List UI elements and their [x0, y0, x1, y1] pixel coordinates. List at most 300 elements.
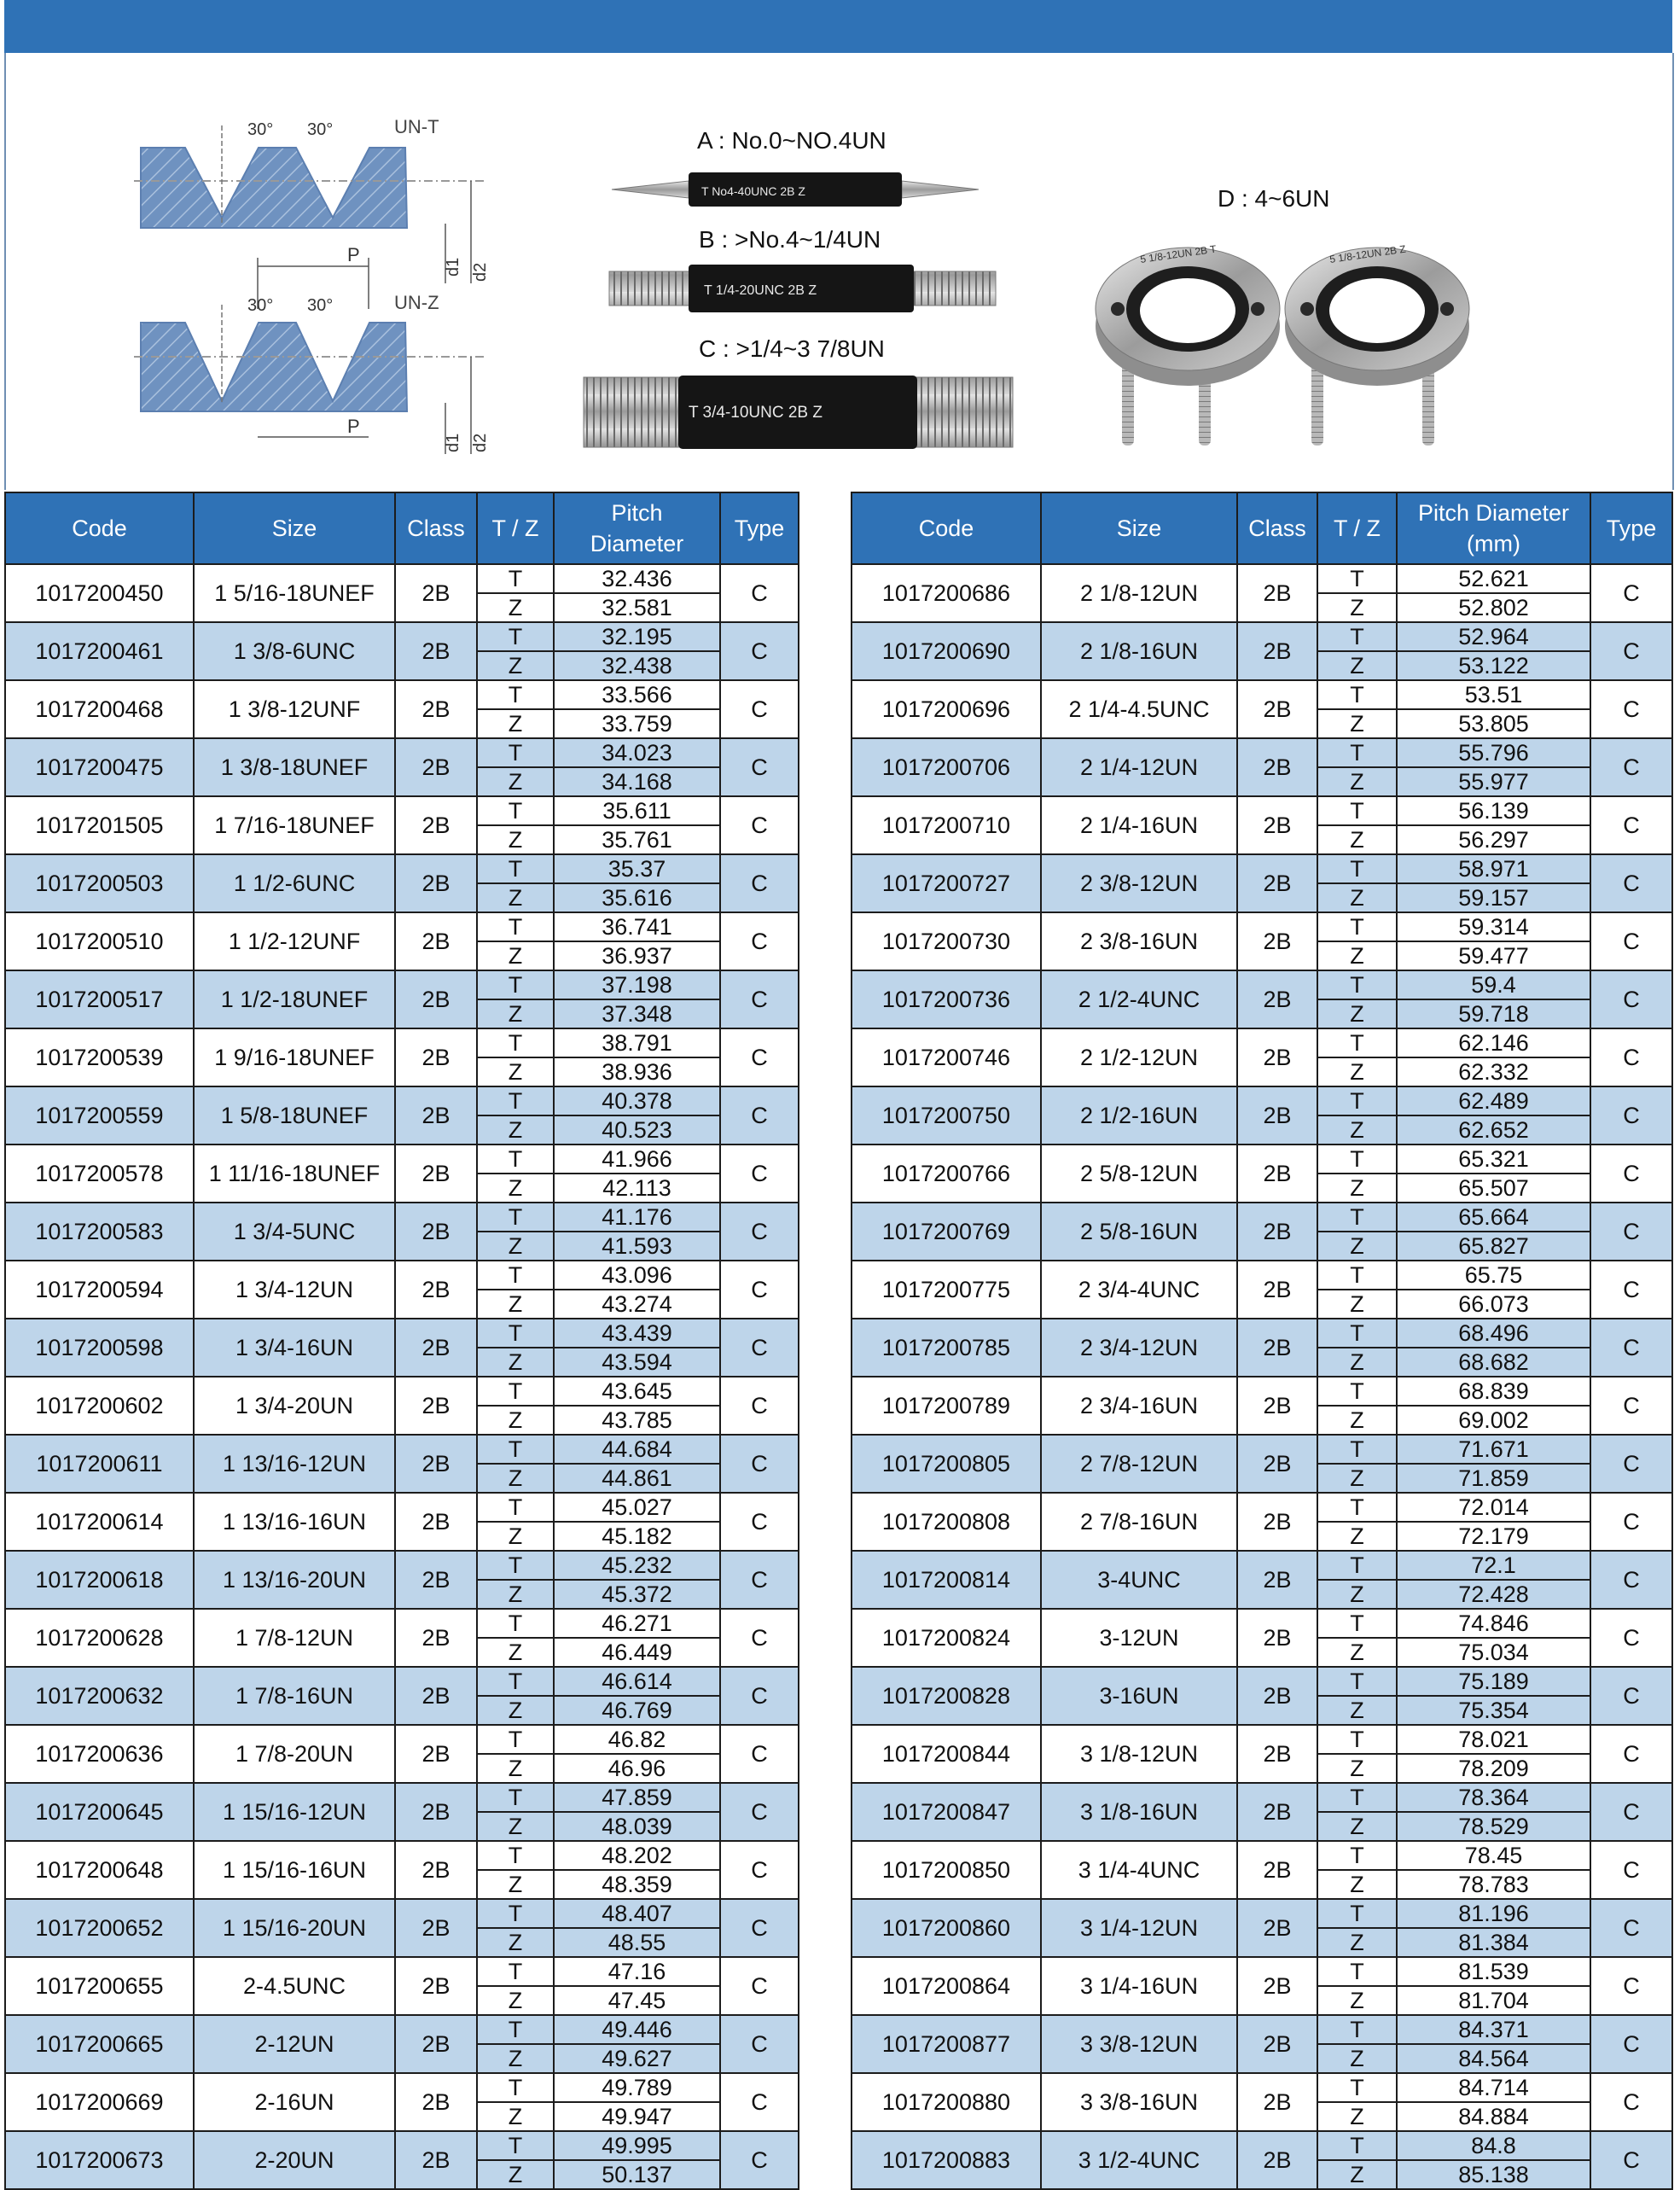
header-type: Type: [1590, 492, 1672, 564]
type-cell: C: [1590, 1435, 1672, 1493]
tz-cell-z: Z: [477, 1638, 554, 1667]
table-row: [5, 1725, 799, 1754]
pitch-diameter-z: 42.113: [554, 1174, 720, 1203]
ring-gauges-d: [1096, 185, 1469, 446]
code-cell: 1017200883: [852, 2131, 1041, 2189]
angle-right-label-z: 30°: [307, 296, 334, 315]
size-cell: 2 7/8-12UN: [1041, 1435, 1237, 1493]
tz-cell-t: T: [477, 912, 554, 941]
size-cell: 2-4.5UNC: [194, 1957, 395, 2015]
code-cell: 1017200450: [5, 564, 194, 622]
type-cell: C: [1590, 2073, 1672, 2131]
tz-cell-z: Z: [1317, 1928, 1397, 1957]
code-cell: 1017200669: [5, 2073, 194, 2131]
type-cell: C: [1590, 1899, 1672, 1957]
pitch-diameter-z: 59.157: [1397, 883, 1590, 912]
size-cell: 2 1/8-16UN: [1041, 622, 1237, 680]
pitch-diameter-z: 81.704: [1397, 1986, 1590, 2015]
size-cell: 2 3/4-16UN: [1041, 1377, 1237, 1435]
type-cell: C: [720, 1493, 799, 1551]
type-cell: C: [1590, 564, 1672, 622]
table-row: [5, 2131, 799, 2160]
code-cell: 1017200503: [5, 854, 194, 912]
pitch-diameter-z: 75.354: [1397, 1696, 1590, 1725]
header-tz: T / Z: [477, 492, 554, 564]
code-cell: 1017200618: [5, 1551, 194, 1609]
type-cell: C: [1590, 2131, 1672, 2189]
tz-cell-z: Z: [477, 999, 554, 1028]
pitch-diameter-z: 45.182: [554, 1522, 720, 1551]
tz-cell-z: Z: [477, 651, 554, 680]
size-cell: 2 1/4-16UN: [1041, 796, 1237, 854]
tz-cell-t: T: [1317, 1609, 1397, 1638]
tz-cell-t: T: [1317, 1725, 1397, 1754]
tz-cell-z: Z: [1317, 999, 1397, 1028]
size-cell: 1 11/16-18UNEF: [194, 1145, 395, 1203]
table-row: [852, 1319, 1672, 1348]
code-cell: 1017200844: [852, 1725, 1041, 1783]
class-cell: 2B: [395, 1435, 477, 1493]
size-cell: 1 1/2-6UNC: [194, 854, 395, 912]
gauge-a-caption: A : No.0~NO.4UN: [697, 127, 887, 154]
table-header-row: [5, 492, 799, 564]
code-cell: 1017200673: [5, 2131, 194, 2189]
type-cell: C: [720, 2015, 799, 2073]
code-cell: 1017200475: [5, 738, 194, 796]
class-cell: 2B: [395, 912, 477, 970]
tz-cell-z: Z: [1317, 1464, 1397, 1493]
pitch-diameter-z: 78.783: [1397, 1870, 1590, 1899]
code-cell: 1017200539: [5, 1028, 194, 1086]
type-cell: C: [720, 796, 799, 854]
table-row: [852, 1957, 1672, 1986]
type-cell: C: [1590, 1957, 1672, 2015]
pitch-diameter-t: 44.684: [554, 1435, 720, 1464]
size-cell: 1 5/8-18UNEF: [194, 1086, 395, 1145]
pitch-diameter-z: 38.936: [554, 1057, 720, 1086]
size-cell: 3-4UNC: [1041, 1551, 1237, 1609]
tz-cell-z: Z: [1317, 1174, 1397, 1203]
size-cell: 3 1/8-16UN: [1041, 1783, 1237, 1841]
size-cell: 2 3/4-12UN: [1041, 1319, 1237, 1377]
pitch-diameter-z: 35.761: [554, 825, 720, 854]
class-cell: 2B: [1237, 854, 1317, 912]
pitch-diameter-t: 45.027: [554, 1493, 720, 1522]
tz-cell-z: Z: [477, 1928, 554, 1957]
tz-cell-z: Z: [1317, 1812, 1397, 1841]
type-cell: C: [720, 738, 799, 796]
table-row: [852, 1667, 1672, 1696]
class-cell: 2B: [395, 2131, 477, 2189]
table-row: [5, 796, 799, 825]
tz-cell-t: T: [1317, 796, 1397, 825]
size-cell: 1 3/4-16UN: [194, 1319, 395, 1377]
tz-cell-t: T: [477, 1086, 554, 1115]
code-cell: 1017200785: [852, 1319, 1041, 1377]
gauge-a-tip-right: [902, 181, 979, 198]
type-cell: C: [720, 680, 799, 738]
header-size: Size: [1041, 492, 1237, 564]
code-cell: 1017200847: [852, 1783, 1041, 1841]
class-cell: 2B: [1237, 680, 1317, 738]
size-cell: 3 3/8-12UN: [1041, 2015, 1237, 2073]
tz-cell-z: Z: [477, 883, 554, 912]
pitch-diameter-t: 41.176: [554, 1203, 720, 1232]
type-cell: C: [1590, 738, 1672, 796]
pitch-diameter-z: 72.179: [1397, 1522, 1590, 1551]
tz-cell-t: T: [477, 738, 554, 767]
type-cell: C: [1590, 1667, 1672, 1725]
class-cell: 2B: [395, 2073, 477, 2131]
size-cell: 2 5/8-12UN: [1041, 1145, 1237, 1203]
pitch-diameter-t: 35.611: [554, 796, 720, 825]
pitch-diameter-t: 34.023: [554, 738, 720, 767]
table-row: [852, 1725, 1672, 1754]
class-cell: 2B: [395, 1667, 477, 1725]
gauge-c-marking: T 3/4-10UNC 2B Z: [689, 404, 823, 422]
table-row: [5, 1957, 799, 1986]
type-cell: C: [720, 622, 799, 680]
pitch-diameter-t: 35.37: [554, 854, 720, 883]
pitch-diameter-z: 49.947: [554, 2102, 720, 2131]
table-row: [5, 1551, 799, 1580]
tz-cell-t: T: [1317, 1493, 1397, 1522]
tz-cell-z: Z: [477, 825, 554, 854]
gauge-a-tip-left: [612, 181, 689, 198]
pitch-diameter-t: 36.741: [554, 912, 720, 941]
size-cell: 1 15/16-20UN: [194, 1899, 395, 1957]
pitch-diameter-t: 48.202: [554, 1841, 720, 1870]
table-row: [5, 1667, 799, 1696]
pitch-diameter-t: 41.966: [554, 1145, 720, 1174]
code-cell: 1017200864: [852, 1957, 1041, 2015]
tz-cell-t: T: [477, 1493, 554, 1522]
tz-cell-t: T: [1317, 1667, 1397, 1696]
tz-cell-z: Z: [477, 1406, 554, 1435]
table-row: [852, 2015, 1672, 2044]
pitch-diameter-z: 78.529: [1397, 1812, 1590, 1841]
code-cell: 1017200805: [852, 1435, 1041, 1493]
table-row: [5, 1435, 799, 1464]
code-cell: 1017200690: [852, 622, 1041, 680]
type-cell: C: [720, 1145, 799, 1203]
table-row: [852, 2073, 1672, 2102]
pitch-diameter-t: 46.271: [554, 1609, 720, 1638]
class-cell: 2B: [395, 1609, 477, 1667]
angle-left-label-z: 30°: [247, 296, 274, 315]
code-cell: 1017200655: [5, 1957, 194, 2015]
tz-cell-t: T: [477, 1377, 554, 1406]
type-cell: C: [1590, 912, 1672, 970]
tz-cell-z: Z: [1317, 1580, 1397, 1609]
table-row: [5, 622, 799, 651]
tz-cell-t: T: [477, 1261, 554, 1290]
class-cell: 2B: [1237, 1783, 1317, 1841]
size-cell: 2 3/8-12UN: [1041, 854, 1237, 912]
class-cell: 2B: [1237, 1899, 1317, 1957]
tz-cell-t: T: [1317, 1435, 1397, 1464]
class-cell: 2B: [1237, 1261, 1317, 1319]
table-row: [852, 796, 1672, 825]
class-cell: 2B: [1237, 1493, 1317, 1551]
code-cell: 1017200648: [5, 1841, 194, 1899]
tz-cell-t: T: [477, 1841, 554, 1870]
tz-cell-t: T: [1317, 2015, 1397, 2044]
gauge-b-thread-left: [609, 271, 691, 306]
tz-cell-t: T: [477, 1609, 554, 1638]
pitch-diameter-z: 46.96: [554, 1754, 720, 1783]
d2-label-z: d2: [471, 433, 490, 452]
pitch-diameter-z: 78.209: [1397, 1754, 1590, 1783]
tz-cell-t: T: [1317, 1841, 1397, 1870]
angle-left-label: 30°: [247, 120, 274, 139]
ring-gauge-t: [1096, 243, 1280, 446]
code-cell: 1017200750: [852, 1086, 1041, 1145]
table-row: [852, 970, 1672, 999]
ring-gauge-z: [1285, 243, 1469, 446]
type-cell: C: [1590, 1319, 1672, 1377]
table-row: [5, 680, 799, 709]
profile-z-body: [141, 323, 407, 411]
tz-cell-z: Z: [1317, 2102, 1397, 2131]
pitch-diameter-t: 71.671: [1397, 1435, 1590, 1464]
tz-cell-z: Z: [477, 1174, 554, 1203]
d1-label: d1: [444, 257, 462, 277]
ring-z-marking: 5 1/8-12UN 2B Z: [1328, 242, 1407, 265]
tz-cell-t: T: [477, 1319, 554, 1348]
table-row: [852, 1086, 1672, 1115]
table-row: [5, 1028, 799, 1057]
type-cell: C: [720, 2131, 799, 2189]
tz-cell-t: T: [477, 1028, 554, 1057]
size-cell: 1 3/8-12UNF: [194, 680, 395, 738]
table-row: [852, 1028, 1672, 1057]
tz-cell-t: T: [477, 1725, 554, 1754]
table-row: [852, 1551, 1672, 1580]
code-cell: 1017200665: [5, 2015, 194, 2073]
pitch-diameter-t: 46.614: [554, 1667, 720, 1696]
tz-cell-t: T: [477, 1667, 554, 1696]
pitch-diameter-t: 47.859: [554, 1783, 720, 1812]
ring-t-hole-left: [1111, 302, 1125, 316]
class-cell: 2B: [1237, 2073, 1317, 2131]
type-cell: C: [1590, 680, 1672, 738]
size-cell: 1 3/4-12UN: [194, 1261, 395, 1319]
tz-cell-z: Z: [1317, 941, 1397, 970]
type-cell: C: [720, 1899, 799, 1957]
code-cell: 1017200814: [852, 1551, 1041, 1609]
size-cell: 2 7/8-16UN: [1041, 1493, 1237, 1551]
pitch-diameter-z: 81.384: [1397, 1928, 1590, 1957]
tz-cell-z: Z: [477, 709, 554, 738]
pitch-diameter-t: 32.436: [554, 564, 720, 593]
pitch-diameter-z: 34.168: [554, 767, 720, 796]
size-cell: 2-20UN: [194, 2131, 395, 2189]
type-cell: C: [1590, 1203, 1672, 1261]
header-code: Code: [852, 492, 1041, 564]
table-row: [852, 1899, 1672, 1928]
tz-cell-t: T: [1317, 1551, 1397, 1580]
header-pitch-diameter: Pitch Diameter: [554, 492, 720, 564]
code-cell: 1017200727: [852, 854, 1041, 912]
table-row: [852, 2131, 1672, 2160]
code-cell: 1017200828: [852, 1667, 1041, 1725]
type-cell: C: [1590, 1783, 1672, 1841]
size-cell: 3 1/4-16UN: [1041, 1957, 1237, 2015]
class-cell: 2B: [395, 1725, 477, 1783]
type-cell: C: [1590, 1261, 1672, 1319]
header-bar: [4, 0, 1672, 53]
pitch-diameter-t: 58.971: [1397, 854, 1590, 883]
d1-label-z: d1: [444, 433, 462, 452]
table-row: [5, 854, 799, 883]
pitch-diameter-z: 46.769: [554, 1696, 720, 1725]
tz-cell-z: Z: [1317, 2160, 1397, 2189]
pitch-diameter-z: 48.039: [554, 1812, 720, 1841]
tz-cell-z: Z: [477, 2044, 554, 2073]
code-cell: 1017201505: [5, 796, 194, 854]
class-cell: 2B: [395, 564, 477, 622]
thread-profile-un-t: [134, 116, 490, 309]
table-row: [5, 1377, 799, 1406]
type-cell: C: [1590, 1493, 1672, 1551]
size-cell: 2 1/2-16UN: [1041, 1086, 1237, 1145]
table-row: [852, 1145, 1672, 1174]
size-cell: 3 1/4-12UN: [1041, 1899, 1237, 1957]
pitch-diameter-z: 43.594: [554, 1348, 720, 1377]
table-row: [5, 1261, 799, 1290]
pitch-diameter-t: 43.439: [554, 1319, 720, 1348]
type-cell: C: [720, 1957, 799, 2015]
gauge-a-marking: T No4-40UNC 2B Z: [701, 184, 805, 198]
code-cell: 1017200860: [852, 1899, 1041, 1957]
size-cell: 2 5/8-16UN: [1041, 1203, 1237, 1261]
tz-cell-t: T: [477, 1435, 554, 1464]
pitch-diameter-z: 33.759: [554, 709, 720, 738]
class-cell: 2B: [395, 622, 477, 680]
tz-cell-z: Z: [477, 1464, 554, 1493]
size-cell: 1 9/16-18UNEF: [194, 1028, 395, 1086]
class-cell: 2B: [1237, 1725, 1317, 1783]
tz-cell-t: T: [1317, 564, 1397, 593]
tz-cell-t: T: [477, 622, 554, 651]
size-cell: 1 3/8-6UNC: [194, 622, 395, 680]
class-cell: 2B: [1237, 1957, 1317, 2015]
gauge-b-thread-right: [914, 271, 996, 306]
class-cell: 2B: [395, 738, 477, 796]
size-cell: 1 5/16-18UNEF: [194, 564, 395, 622]
ring-z-hole-right: [1440, 302, 1454, 316]
plug-gauge-a: [612, 127, 979, 207]
type-cell: C: [720, 1377, 799, 1435]
type-cell: C: [720, 1551, 799, 1609]
pitch-diameter-z: 35.616: [554, 883, 720, 912]
tz-cell-t: T: [1317, 970, 1397, 999]
table-row: [5, 1493, 799, 1522]
header-pitch-diameter: Pitch Diameter (mm): [1397, 492, 1590, 564]
class-cell: 2B: [395, 796, 477, 854]
angle-right-label: 30°: [307, 120, 334, 139]
pitch-diameter-z: 49.627: [554, 2044, 720, 2073]
size-cell: 2 3/8-16UN: [1041, 912, 1237, 970]
size-cell: 1 15/16-12UN: [194, 1783, 395, 1841]
spec-table-left: [4, 492, 799, 2190]
type-cell: C: [720, 970, 799, 1028]
table-row: [5, 1783, 799, 1812]
type-cell: C: [720, 1028, 799, 1086]
tz-cell-z: Z: [1317, 1638, 1397, 1667]
pitch-diameter-z: 43.274: [554, 1290, 720, 1319]
code-cell: 1017200510: [5, 912, 194, 970]
class-cell: 2B: [1237, 2131, 1317, 2189]
size-cell: 1 1/2-12UNF: [194, 912, 395, 970]
code-cell: 1017200789: [852, 1377, 1041, 1435]
class-cell: 2B: [395, 1028, 477, 1086]
code-cell: 1017200696: [852, 680, 1041, 738]
class-cell: 2B: [1237, 912, 1317, 970]
header-class: Class: [1237, 492, 1317, 564]
tz-cell-t: T: [1317, 1028, 1397, 1057]
table-row: [852, 1203, 1672, 1232]
pitch-diameter-z: 85.138: [1397, 2160, 1590, 2189]
code-cell: 1017200880: [852, 2073, 1041, 2131]
pitch-diameter-z: 59.718: [1397, 999, 1590, 1028]
type-cell: C: [1590, 1609, 1672, 1667]
size-cell: 1 3/8-18UNEF: [194, 738, 395, 796]
profile-t-label: UN-T: [394, 116, 439, 137]
code-cell: 1017200850: [852, 1841, 1041, 1899]
table-row: [852, 1783, 1672, 1812]
tz-cell-z: Z: [477, 1115, 554, 1145]
class-cell: 2B: [395, 1493, 477, 1551]
tz-cell-z: Z: [1317, 1348, 1397, 1377]
type-cell: C: [720, 1725, 799, 1783]
pitch-diameter-z: 32.581: [554, 593, 720, 622]
size-cell: 3 1/4-4UNC: [1041, 1841, 1237, 1899]
pitch-diameter-t: 53.51: [1397, 680, 1590, 709]
class-cell: 2B: [1237, 564, 1317, 622]
size-cell: 2 3/4-4UNC: [1041, 1261, 1237, 1319]
tz-cell-z: Z: [477, 1870, 554, 1899]
figure-panel: [4, 53, 1674, 490]
pitch-diameter-z: 48.55: [554, 1928, 720, 1957]
table-row: [852, 1841, 1672, 1870]
tz-cell-t: T: [1317, 2073, 1397, 2102]
plug-gauge-c: [584, 335, 1013, 449]
code-cell: 1017200769: [852, 1203, 1041, 1261]
type-cell: C: [1590, 1377, 1672, 1435]
tz-cell-z: Z: [477, 1522, 554, 1551]
code-cell: 1017200611: [5, 1435, 194, 1493]
class-cell: 2B: [395, 1841, 477, 1899]
tz-cell-z: Z: [477, 767, 554, 796]
tz-cell-z: Z: [1317, 1870, 1397, 1899]
header-tz: T / Z: [1317, 492, 1397, 564]
pitch-diameter-t: 84.714: [1397, 2073, 1590, 2102]
tz-cell-z: Z: [477, 1290, 554, 1319]
tz-cell-t: T: [477, 2131, 554, 2160]
code-cell: 1017200877: [852, 2015, 1041, 2073]
profile-t-body: [141, 148, 407, 228]
tz-cell-t: T: [477, 1551, 554, 1580]
type-cell: C: [1590, 1551, 1672, 1609]
pitch-diameter-z: 52.802: [1397, 593, 1590, 622]
tz-cell-t: T: [1317, 680, 1397, 709]
pitch-diameter-z: 84.564: [1397, 2044, 1590, 2073]
header-class: Class: [395, 492, 477, 564]
pitch-diameter-t: 55.796: [1397, 738, 1590, 767]
tz-cell-z: Z: [1317, 709, 1397, 738]
